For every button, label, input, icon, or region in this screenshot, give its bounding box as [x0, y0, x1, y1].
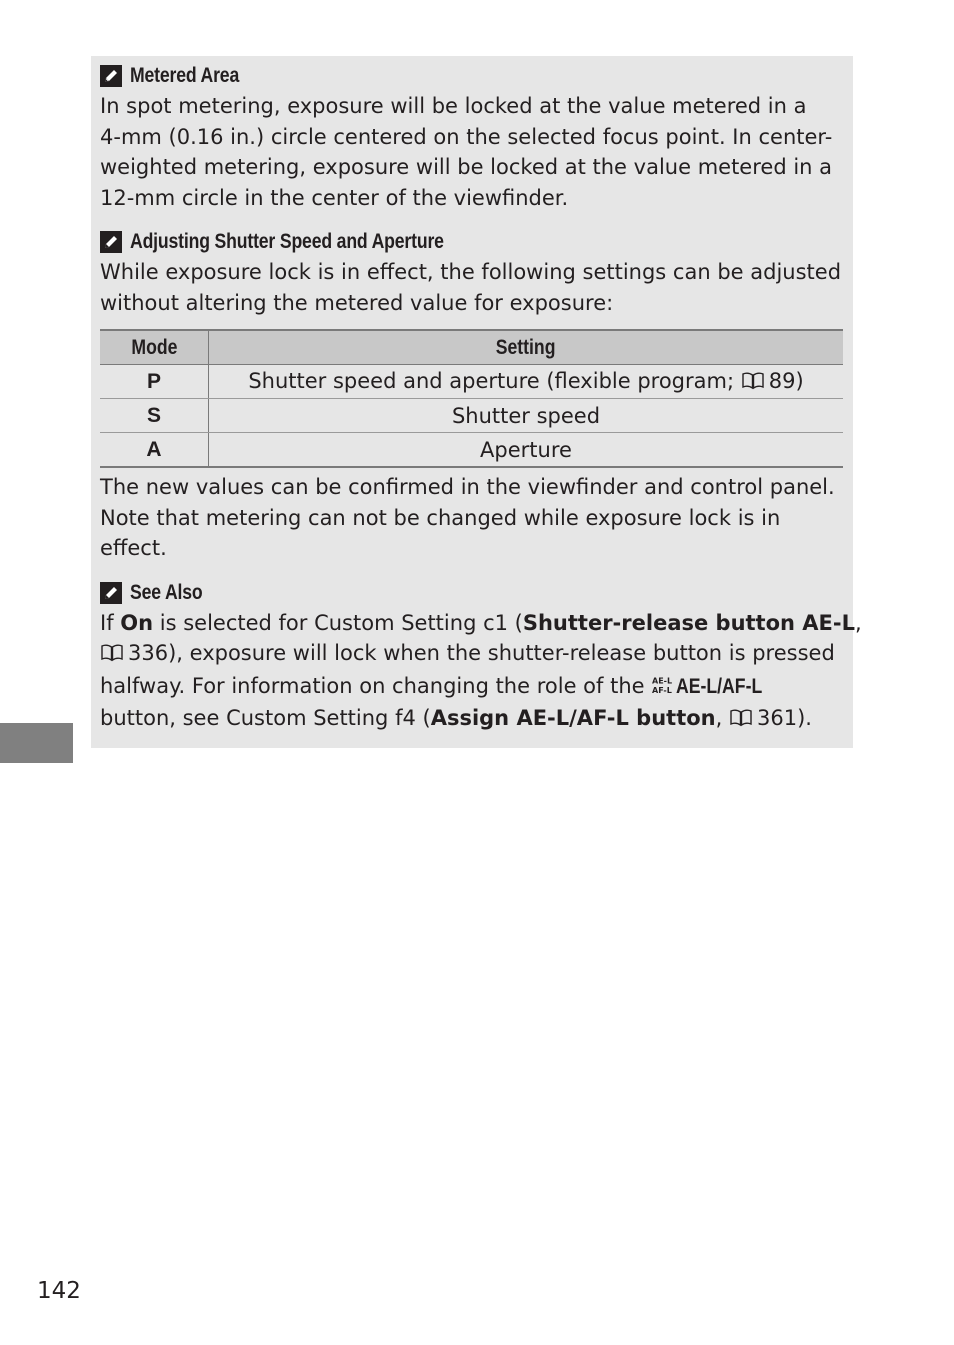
note-title: See Also [130, 580, 203, 604]
ae-l-af-l-button-icon [651, 673, 673, 704]
pencil-note-icon [100, 65, 122, 87]
table-row [100, 433, 843, 468]
note-heading-metered-area [100, 63, 843, 89]
book-icon [100, 640, 124, 671]
setting-cell: Aperture [209, 433, 844, 468]
text-line: 4-mm (0.16 in.) circle centered on the selected focus point. In center- [100, 124, 833, 149]
chapter-side-tab [0, 723, 73, 763]
note-body [100, 257, 843, 318]
text-line: In spot metering, exposure will be locked at the value metered in a [100, 94, 807, 118]
svg-text:AE-L: AE-L [652, 676, 673, 685]
button-name-ael-afl: AE-L/AF-L [676, 674, 763, 698]
note-heading-shutter-aperture [100, 229, 843, 255]
mode-settings-table [100, 329, 843, 468]
table-header-setting: Setting [209, 330, 844, 365]
table-header-row [100, 330, 843, 365]
note-body [100, 608, 862, 736]
text-line: halfway. For information on changing the role of the AE-L AF-L AE-L/AF-L [100, 671, 843, 704]
setting-cell: Shutter speed [209, 399, 844, 433]
text-line: without altering the metered value for exposure: [100, 290, 614, 315]
book-icon [729, 705, 753, 736]
table-header-mode: Mode [100, 330, 209, 365]
book-icon [741, 371, 765, 395]
page-ref: 336 [128, 641, 169, 665]
page-ref: 361 [756, 706, 798, 730]
menu-option-on: On [120, 610, 154, 635]
text-line: The new values can be confirmed in the viewfinder and control panel. [100, 475, 835, 499]
menu-item-assign-ael-afl: Assign AE-L/AF-L button [430, 706, 716, 730]
table-row [100, 399, 843, 433]
note-body-after-table [100, 472, 843, 564]
text-line: effect. [100, 536, 167, 560]
setting-suffix: ) [795, 368, 804, 393]
note-heading-see-also [100, 580, 843, 606]
mode-cell: S [100, 399, 209, 433]
pencil-note-icon [100, 582, 122, 604]
setting-text: Shutter speed and aperture (flexible program; [248, 368, 741, 393]
page-number: 142 [37, 1278, 81, 1304]
svg-text:AF-L: AF-L [652, 685, 673, 695]
page-ref: 89 [768, 368, 796, 393]
text-line: While exposure lock is in effect, the following settings can be adjusted [100, 260, 842, 284]
notes-panel [91, 56, 862, 748]
text-line: Note that metering can not be changed while exposure lock is in [100, 505, 781, 530]
note-title: Adjusting Shutter Speed and Aperture [130, 230, 444, 253]
note-body [100, 91, 843, 213]
menu-item-shutter-release-ael: Shutter-release button AE-L [522, 610, 855, 635]
mode-cell: P [100, 365, 209, 399]
text-line: weighted metering, exposure will be locked at the value metered in a [100, 155, 833, 179]
text-line: button, see Custom Setting f4 (Assign AE-L/AF-L button, 361). [100, 703, 843, 736]
text-line: 12-mm circle in the center of the viewfinder. [100, 185, 569, 210]
table-row [100, 365, 843, 399]
setting-cell [209, 365, 844, 399]
note-title: Metered Area [130, 64, 240, 87]
mode-cell: A [100, 433, 209, 468]
pencil-note-icon [100, 231, 122, 253]
text-line: 336), exposure will lock when the shutter-release button is pressed [100, 638, 843, 671]
text-line: If On is selected for Custom Setting c1 (Shutter-release button AE-L, [100, 610, 862, 635]
